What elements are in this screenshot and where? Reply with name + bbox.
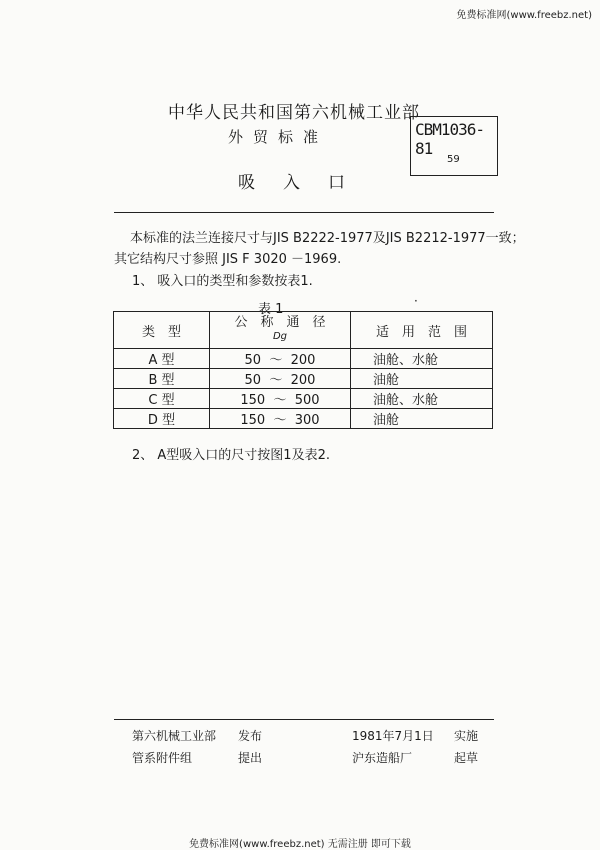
header-type: 类 型 — [114, 312, 210, 349]
cell-type: C 型 — [114, 389, 210, 409]
speck-mark: · — [414, 294, 418, 308]
cell-nominal — [210, 389, 351, 409]
paragraph-line-1: 本标准的法兰连接尺寸与JIS B2222-1977及JIS B2212-1977一致； — [130, 231, 525, 246]
cell-nominal — [210, 349, 351, 369]
cell-to: 200 — [290, 353, 316, 368]
standard-code: CBM1036-81 — [415, 120, 485, 158]
bottom-watermark: 免费标准网(www.freebz.net) 无需注册 即可下载 — [189, 839, 411, 850]
table-1 — [113, 311, 493, 429]
cell-sep: ～ — [269, 353, 283, 368]
page-number: 59 — [447, 154, 460, 165]
cell-to: 200 — [290, 373, 316, 388]
cell-nominal — [210, 409, 351, 429]
cell-usage: 油舱、水舱 — [351, 349, 493, 369]
footer-propose-label: 提出 — [238, 751, 263, 765]
cell-sep: ～ — [269, 373, 283, 388]
cell-from: 150 — [240, 393, 266, 408]
cell-sep: ～ — [273, 393, 287, 408]
table-row — [114, 369, 493, 389]
footer-drafter: 沪东造船厂 — [352, 751, 413, 765]
table-caption: 表 1 — [258, 302, 284, 317]
footer-rule — [114, 719, 494, 720]
footer-issue-label: 发布 — [238, 729, 263, 743]
cell-to: 500 — [294, 393, 320, 408]
header-usage: 适 用 范 围 — [351, 312, 493, 349]
table-row — [114, 349, 493, 369]
footer-effective-label: 实施 — [454, 729, 479, 743]
header-nominal-diameter — [210, 312, 351, 349]
footer-proposer: 管系附件组 — [132, 751, 193, 765]
header-nominal-label: 公 称 通 径 — [234, 315, 326, 330]
header-rule — [114, 212, 494, 213]
cell-usage: 油舱、水舱 — [351, 389, 493, 409]
table-row — [114, 409, 493, 429]
standard-category: 外贸标准 — [228, 128, 329, 146]
cell-from: 50 — [244, 373, 262, 388]
table-row — [114, 389, 493, 409]
cell-sep: ～ — [273, 413, 287, 428]
standard-number-box — [410, 116, 498, 176]
table-header-row — [114, 312, 493, 349]
clause-2: 2、 A型吸入口的尺寸按图1及表2. — [132, 448, 330, 463]
cell-type: B 型 — [114, 369, 210, 389]
cell-usage: 油舱 — [351, 369, 493, 389]
footer-draft-label: 起草 — [454, 751, 479, 765]
document-title: 吸入口 — [238, 173, 373, 193]
cell-nominal — [210, 369, 351, 389]
cell-to: 300 — [294, 413, 320, 428]
cell-from: 150 — [240, 413, 266, 428]
clause-1: 1、 吸入口的类型和参数按表1. — [132, 274, 313, 289]
header-nominal-symbol: Dg — [272, 331, 288, 342]
paragraph-line-2: 其它结构尺寸参照 JIS F 3020 －1969. — [114, 252, 342, 267]
issuing-ministry: 中华人民共和国第六机械工业部 — [168, 103, 420, 123]
footer-issuer: 第六机械工业部 — [132, 729, 217, 743]
cell-type: A 型 — [114, 349, 210, 369]
cell-type: D 型 — [114, 409, 210, 429]
cell-usage: 油舱 — [351, 409, 493, 429]
top-watermark: 免费标准网(www.freebz.net) — [456, 10, 592, 21]
cell-from: 50 — [244, 353, 262, 368]
footer-effective-date: 1981年7月1日 — [352, 729, 434, 743]
